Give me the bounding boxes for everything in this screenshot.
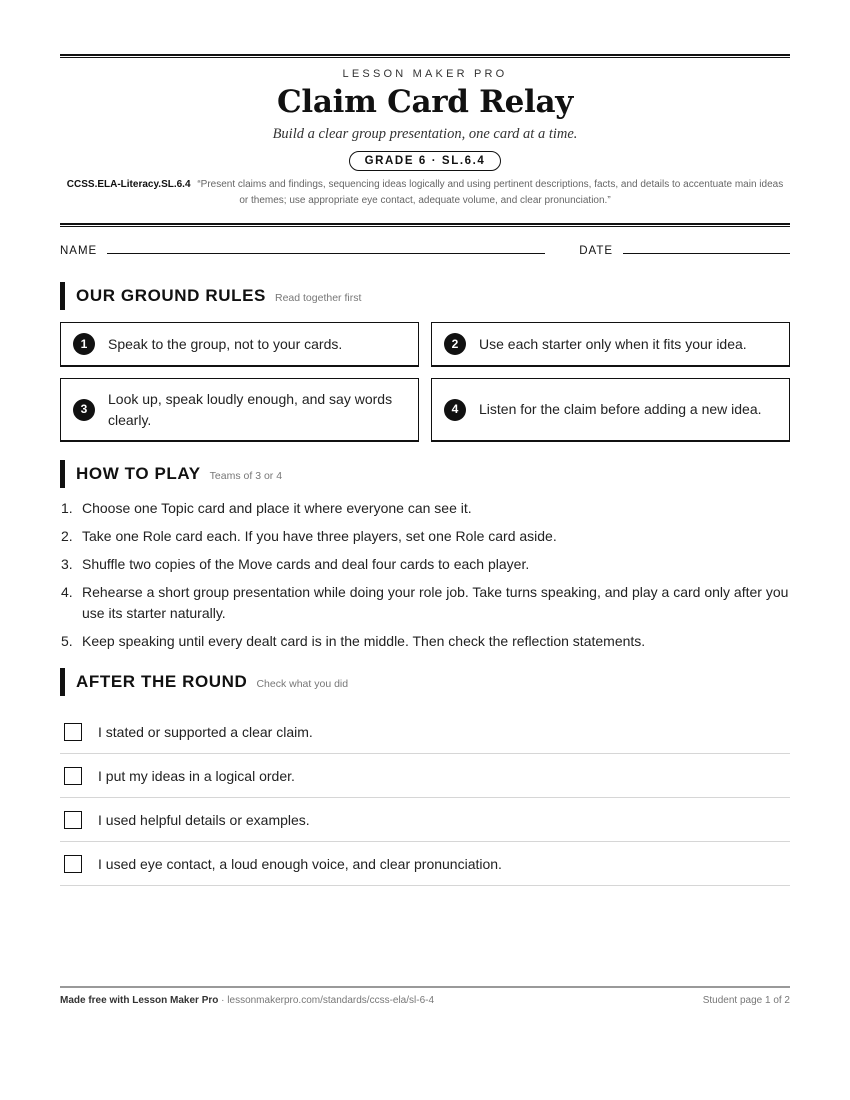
checklist-item <box>60 842 790 886</box>
step-text: Rehearse a short group presentation while doing your role job. Take turns speaking, and play a card only after you use its starter naturally. <box>82 584 789 621</box>
standard-description <box>60 177 790 209</box>
step-number: 5. <box>61 633 73 649</box>
rule-card <box>60 322 419 367</box>
footer-credit <box>60 995 434 1006</box>
header-bottom-rule <box>60 223 790 227</box>
after-round-heading <box>60 668 790 696</box>
ground-rules-grid <box>60 322 790 442</box>
step-text: Choose one Topic card and place it where everyone can see it. <box>82 500 472 516</box>
name-label: NAME <box>60 245 98 257</box>
standard-text: “Present claims and findings, sequencing ideas logically and using pertinent descriptions, facts, and details to accentuate main ideas or themes; use appropriate eye contact, adequate volume, and clear pronunciation.” <box>197 179 784 206</box>
date-field[interactable] <box>623 253 790 254</box>
rule-number-badge: 3 <box>73 399 95 421</box>
footer-url[interactable]: · lessonmakerpro.com/standards/ccss-ela/sl-6-4 <box>221 995 435 1006</box>
checklist-text: I stated or supported a clear claim. <box>98 723 313 740</box>
checklist-item <box>60 710 790 754</box>
step-text: Keep speaking until every dealt card is in the middle. Then check the reflection statements. <box>82 633 646 649</box>
checklist-text: I used helpful details or examples. <box>98 811 310 828</box>
section-hint: Read together first <box>275 291 362 304</box>
page-title: Claim Card Relay <box>276 84 574 120</box>
rule-card <box>431 378 790 442</box>
page-footer <box>60 986 790 1006</box>
rule-number-badge: 2 <box>444 333 466 355</box>
step-number: 3. <box>61 556 73 572</box>
rule-card <box>60 378 419 442</box>
header-top-rule <box>60 54 790 58</box>
step-item <box>60 554 790 575</box>
reflection-checklist <box>60 710 790 886</box>
standard-code: CCSS.ELA-Literacy.SL.6.4 <box>66 179 191 190</box>
section-title: AFTER THE ROUND <box>76 672 248 691</box>
rule-number-badge: 4 <box>444 399 466 421</box>
page-number: Student page 1 of 2 <box>702 995 790 1006</box>
step-number: 2. <box>61 528 73 544</box>
rule-text: Use each starter only when it fits your idea. <box>479 335 747 352</box>
rule-text: Speak to the group, not to your cards. <box>108 335 343 352</box>
step-number: 4. <box>61 584 73 600</box>
brand-name: LESSON MAKER PRO <box>342 68 508 80</box>
checkbox[interactable] <box>64 723 82 741</box>
step-text: Take one Role card each. If you have three players, set one Role card aside. <box>82 528 557 544</box>
checklist-item <box>60 754 790 798</box>
checkbox[interactable] <box>64 855 82 873</box>
footer-made-with: Made free with Lesson Maker Pro <box>60 995 219 1006</box>
how-to-play-heading <box>60 460 790 488</box>
rule-text: Look up, speak loudly enough, and say words clearly. <box>108 390 393 428</box>
checklist-text: I put my ideas in a logical order. <box>98 767 295 784</box>
step-number: 1. <box>61 500 73 516</box>
steps-list <box>60 498 790 652</box>
rule-number-badge: 1 <box>73 333 95 355</box>
section-hint: Check what you did <box>256 677 349 690</box>
page-subtitle: Build a clear group presentation, one card at a time. <box>272 126 578 142</box>
rule-card <box>431 322 790 367</box>
step-item <box>60 498 790 519</box>
checklist-item <box>60 798 790 842</box>
step-item <box>60 631 790 652</box>
name-date-row <box>60 245 790 257</box>
grade-badge: GRADE 6 · SL.6.4 <box>349 151 502 171</box>
ground-rules-heading <box>60 282 790 310</box>
section-title: OUR GROUND RULES <box>76 286 266 305</box>
checklist-text: I used eye contact, a loud enough voice, and clear pronunciation. <box>98 855 502 872</box>
rule-text: Listen for the claim before adding a new idea. <box>479 401 762 417</box>
section-title: HOW TO PLAY <box>76 464 201 483</box>
step-item <box>60 526 790 547</box>
name-field[interactable] <box>107 253 545 254</box>
checkbox[interactable] <box>64 767 82 785</box>
section-hint: Teams of 3 or 4 <box>209 469 283 482</box>
step-item <box>60 582 790 624</box>
checkbox[interactable] <box>64 811 82 829</box>
date-label: DATE <box>579 245 614 257</box>
step-text: Shuffle two copies of the Move cards and deal four cards to each player. <box>82 556 530 572</box>
worksheet-page <box>60 54 790 886</box>
